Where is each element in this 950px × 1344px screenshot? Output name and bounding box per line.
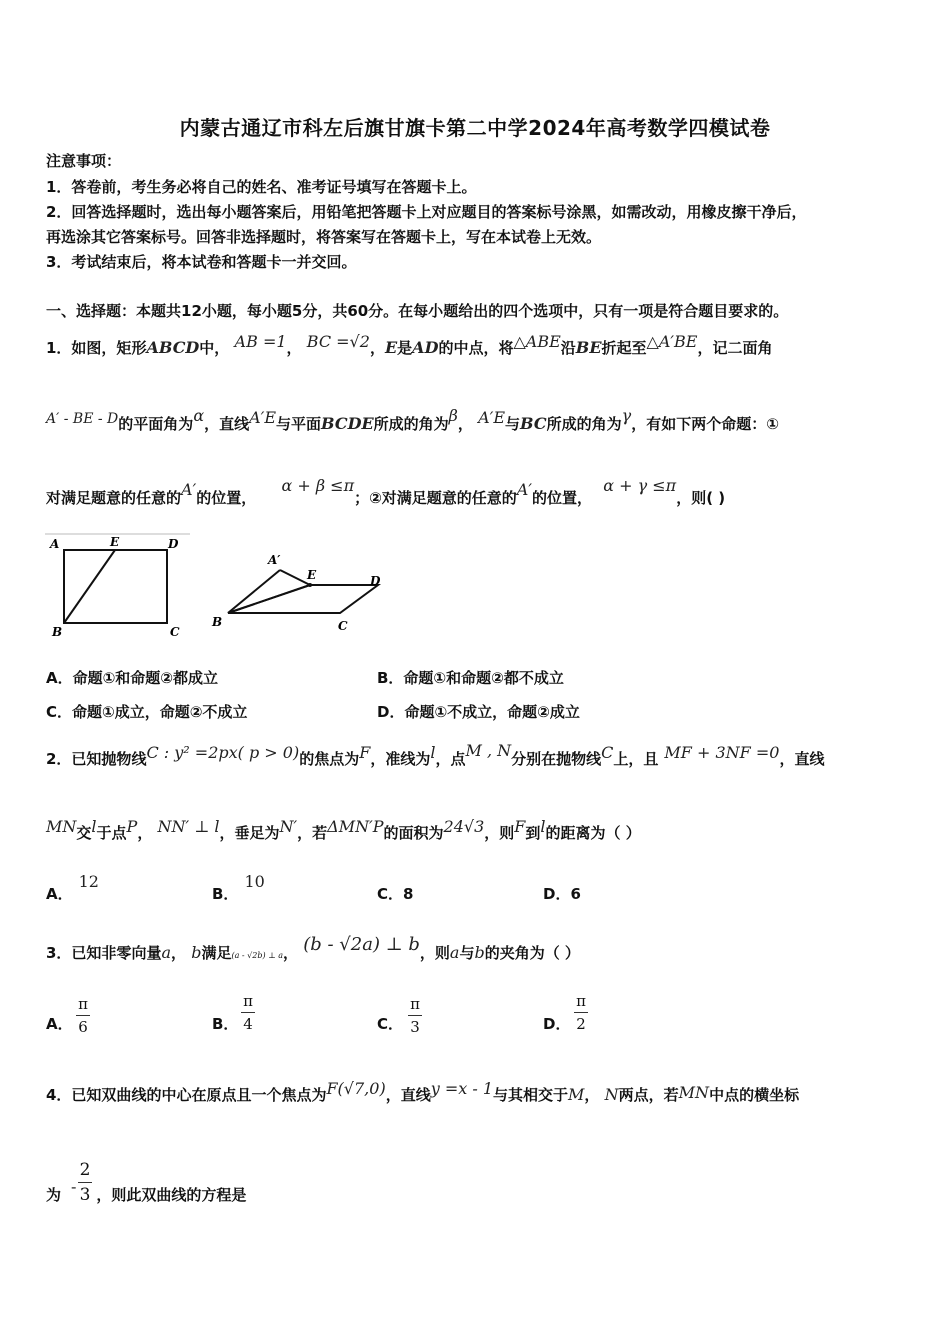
q1-plane: BCDE <box>321 414 374 433</box>
q2-option-c[interactable]: C．8 <box>377 885 414 903</box>
q1-line-2: A′ - BE - D的平面角为α，直线A′E与平面BCDE所成的角为β， A′E与BC所成的角为γ，有如下两个命题：① <box>46 406 779 433</box>
q1-text: 所成的角为 <box>373 415 449 433</box>
q3-line-1: 3．已知非零向量a， b满足(a - √2b) ⊥ a， (b - √2a) ⊥ b，则a与b的夹角为（ ） <box>46 934 580 962</box>
q4-text: ，则此双曲线的方程是 <box>96 1186 247 1204</box>
q3-math-cond: (b - √2a) ⊥ b <box>303 934 420 955</box>
label-d: D <box>168 537 179 551</box>
q1-seg-ad: AD <box>412 338 439 357</box>
q4-math-mn: MN <box>678 1083 710 1102</box>
q3-text: 与 <box>459 944 475 962</box>
q1-text: 的中点，将 <box>438 339 514 357</box>
q3-text: 的夹角为（ ） <box>484 944 580 962</box>
q1-math-tri-abe: △ABE <box>513 332 561 351</box>
q4-text: 与其相交于 <box>493 1086 569 1104</box>
q1-text: 的平面角为 <box>118 415 194 433</box>
fraction-denominator: 3 <box>79 1185 91 1205</box>
q1-figure-rectangle <box>45 534 190 639</box>
q1-math-a1-2: A′ <box>516 480 532 499</box>
q3-option-c[interactable]: C． <box>377 1015 404 1033</box>
q2-option-d[interactable]: D．6 <box>543 885 581 903</box>
q2-text: 的面积为 <box>383 824 444 842</box>
q4-text: 两点，若 <box>618 1086 679 1104</box>
q2-text: ，直线 <box>779 750 825 768</box>
notice-heading: 注意事项： <box>46 152 122 170</box>
q2-text: ，点 <box>435 750 466 768</box>
q4-math-n: N <box>604 1085 619 1104</box>
label-a: A <box>50 537 60 551</box>
q1-point-e: E <box>384 338 398 357</box>
q2-text: ，则 <box>484 824 515 842</box>
q3-option-d[interactable]: D． <box>543 1015 571 1033</box>
q1-text: 与 <box>505 415 521 433</box>
q4-text: 为 <box>46 1186 62 1204</box>
q1-figures <box>40 530 400 645</box>
q4-line-1: 4．已知双曲线的中心在原点且一个焦点为F(√7,0)，直线y =x - 1与其相交于M， N两点，若MN中点的横坐标 <box>46 1079 800 1104</box>
label-b: B <box>52 625 63 639</box>
q1-math-ab: AB =1 <box>234 332 287 351</box>
q1-text: 所成的角为 <box>546 415 622 433</box>
q2-math-vector: MF + 3NF =0 <box>664 743 780 762</box>
q1-text: 折起至 <box>601 339 647 357</box>
fraction-numerator: π <box>78 995 88 1013</box>
q2-math-p: P <box>126 817 138 836</box>
q1-math-bc: BC =√2 <box>306 332 370 351</box>
point-e <box>308 583 312 587</box>
q2-text: 上，且 <box>613 750 659 768</box>
q2-text: 于点 <box>96 824 127 842</box>
q3-math-b: b <box>191 943 202 962</box>
q2-option-a-label: A． <box>46 885 73 903</box>
q1-math-a1e: A′E <box>249 408 277 427</box>
notice-item-1: 1．答卷前，考生务必将自己的姓名、准考证号填写在答题卡上。 <box>46 178 477 196</box>
q3-text: 3．已知非零向量 <box>46 944 162 962</box>
q2-math-mn-points: M , N <box>465 741 512 760</box>
q1-line-3 <box>46 476 726 508</box>
q2-text: 分别在抛物线 <box>511 750 602 768</box>
fraction-denominator: 6 <box>78 1018 88 1036</box>
q3-math-a: a <box>161 943 171 962</box>
q1-math-a1e-2: A′E <box>478 408 506 427</box>
q1-option-c[interactable]: C．命题①成立，命题②不成立 <box>46 703 248 721</box>
fraction-denominator: 3 <box>410 1018 420 1036</box>
q2-text: ，准线为 <box>370 750 431 768</box>
label-e2: E <box>307 568 317 582</box>
q1-text: ，记二面角 <box>697 339 773 357</box>
q2-option-b-label: B． <box>212 885 239 903</box>
segment-be <box>64 550 115 623</box>
q1-text: ；②对满足题意的任意的 <box>354 489 517 507</box>
q4-fraction <box>78 1160 92 1205</box>
q1-text: 对满足题意的任意的 <box>46 489 182 507</box>
q3-math-cond-small: (a - √2b) ⊥ a <box>231 951 283 960</box>
fraction-denominator: 2 <box>576 1015 586 1033</box>
q3-option-c-fraction <box>408 995 422 1036</box>
q1-math-alpha: α <box>193 406 205 425</box>
q1-seg-bc: BC <box>520 414 547 433</box>
q4-text: 中点的横坐标 <box>709 1086 800 1104</box>
label-b2: B <box>212 615 223 629</box>
q1-text: 中， <box>199 339 230 357</box>
q1-seg-be: BE <box>575 338 602 357</box>
label-a1: A′ <box>268 553 281 567</box>
q3-option-a-fraction <box>76 995 90 1036</box>
segment-ba1 <box>228 570 280 613</box>
q4-line-2 <box>46 1177 247 1205</box>
q3-option-b-fraction <box>241 992 255 1033</box>
q2-math-f: F <box>359 743 371 762</box>
notice-item-3: 3．考试结束后，将本试卷和答题卡一并交回。 <box>46 253 357 271</box>
q4-math-m: M <box>568 1085 585 1104</box>
segment-a1e <box>280 570 310 585</box>
q1-text: 1．如图，矩形 <box>46 339 147 357</box>
q1-text: 的位置， <box>196 489 257 507</box>
q2-text: 的焦点为 <box>299 750 360 768</box>
q4-text: 4．已知双曲线的中心在原点且一个焦点为 <box>46 1086 327 1104</box>
q4-text: ，直线 <box>385 1086 431 1104</box>
q1-math-a1: A′ <box>181 480 197 499</box>
q2-option-a[interactable] <box>46 872 99 904</box>
notice-item-2b: 再选涂其它答案标号。回答非选择题时，将答案写在答题卡上，写在本试卷上无效。 <box>46 228 602 246</box>
q3-math-b-2: b <box>474 943 485 962</box>
q1-text: 沿 <box>560 339 576 357</box>
label-e: E <box>110 535 120 549</box>
q2-math-l-3: l <box>540 817 546 836</box>
q1-line-1: 1．如图，矩形ABCD中， AB =1， BC =√2，E是AD的中点，将△ABE沿BE折起至△A′BE，记二面角 <box>46 332 773 357</box>
q2-text: 到 <box>525 824 541 842</box>
q2-text: 交 <box>76 824 92 842</box>
q3-text: ，则 <box>419 944 450 962</box>
fraction-numerator: π <box>410 995 420 1013</box>
fraction-numerator: 2 <box>79 1160 91 1180</box>
q2-text: ，垂足为 <box>219 824 280 842</box>
q1-math-beta: β <box>448 406 458 425</box>
q2-math-c: C <box>601 743 614 762</box>
q3-option-d-fraction <box>574 992 588 1033</box>
q1-math-cond-2: α + γ ≤π <box>603 476 677 495</box>
q4-math-line: y =x - 1 <box>430 1079 494 1098</box>
q1-text: ，直线 <box>204 415 250 433</box>
q1-option-d[interactable]: D．命题①不成立，命题②成立 <box>377 703 580 721</box>
label-c2: C <box>338 619 348 633</box>
q2-math-triangle: ΔMN′P <box>327 817 384 836</box>
q1-text: ，则( ) <box>676 489 726 507</box>
q2-option-b[interactable] <box>212 872 265 904</box>
q2-math-mn: MN <box>46 817 77 836</box>
q1-math-dihedral: A′ - BE - D <box>46 411 119 427</box>
q2-math-parabola: C : y² =2px( p > 0) <box>146 743 300 762</box>
q2-math-f-2: F <box>514 817 526 836</box>
section-heading: 一、选择题：本题共12小题，每小题5分，共60分。在每小题给出的四个选项中，只有一项是符合题目要求的。 <box>46 302 789 320</box>
fraction-denominator: 4 <box>243 1015 253 1033</box>
q4-math-focus: F(√7,0) <box>326 1079 386 1098</box>
q2-math-area: 24√3 <box>443 817 485 836</box>
q3-text: 满足 <box>201 944 232 962</box>
q2-text: 2．已知抛物线 <box>46 750 147 768</box>
q1-text: 的位置， <box>531 489 592 507</box>
q3-math-a-2: a <box>449 943 460 962</box>
label-c: C <box>170 625 180 639</box>
q2-line-1 <box>46 741 825 769</box>
notice-item-2a: 2．回答选择题时，选出每小题答案后，用铅笔把答题卡上对应题目的答案标号涂黑，如需改动，用橡皮擦干净后， <box>46 203 807 221</box>
q1-math-gamma: γ <box>621 406 632 425</box>
q3-option-a[interactable]: A． <box>46 1015 73 1033</box>
q2-option-b-value: 10 <box>244 872 265 891</box>
fraction-numerator: π <box>576 992 586 1010</box>
q2-math-n1: N′ <box>279 817 298 836</box>
page-title: 内蒙古通辽市科左后旗甘旗卡第二中学2024年高考数学四模试卷 <box>179 116 771 140</box>
q1-text: 是 <box>397 339 413 357</box>
q2-math-l-2: l <box>91 817 97 836</box>
q2-option-a-value: 12 <box>78 872 99 891</box>
q1-math-cond-1: α + β ≤π <box>281 476 355 495</box>
q2-math-l: l <box>430 743 436 762</box>
q1-text: 与平面 <box>276 415 322 433</box>
q3-option-b[interactable]: B． <box>212 1015 239 1033</box>
q1-option-a[interactable]: A．命题①和命题②都成立 <box>46 669 219 687</box>
label-d2: D <box>370 574 381 588</box>
rectangle-abcd <box>64 550 167 623</box>
q2-line-2: MN交l于点P， NN′ ⊥ l，垂足为N′，若ΔMN′P的面积为24√3，则F到l的距离为（ ） <box>46 817 641 842</box>
q1-figure-folded <box>211 553 381 633</box>
q1-text: ，有如下两个命题：① <box>631 415 779 433</box>
q2-text: 的距离为（ ） <box>545 824 641 842</box>
segment-be-2 <box>228 585 310 613</box>
q2-math-perp: NN′ ⊥ l <box>157 817 220 836</box>
q1-option-b[interactable]: B．命题①和命题②都不成立 <box>377 669 564 687</box>
fraction-numerator: π <box>243 992 253 1010</box>
q4-fraction-sign: - <box>71 1177 77 1196</box>
q1-rect-name: ABCD <box>146 338 200 357</box>
quad-bcde <box>228 585 378 613</box>
q1-math-tri-a1be: △A′BE <box>646 332 698 351</box>
q2-text: ，若 <box>297 824 328 842</box>
